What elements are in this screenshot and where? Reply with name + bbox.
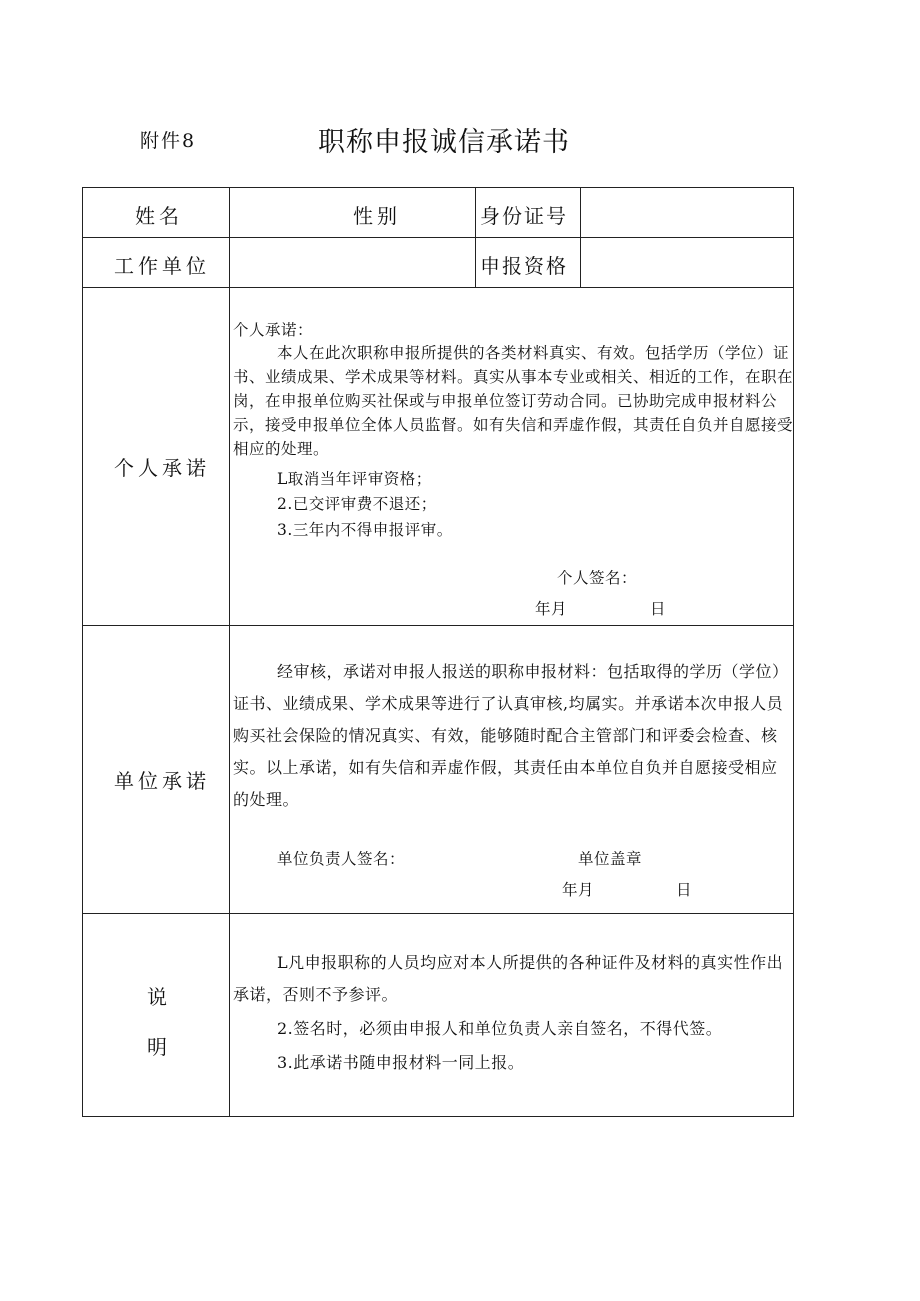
table-column-divider (475, 187, 476, 287)
notes-item: L凡申报职称的人员均应对本人所提供的各种证件及材料的真实性作出承诺，否则不予参评。 (233, 953, 784, 1004)
id-number-value-field[interactable] (581, 188, 793, 237)
personal-commitment-heading: 个人承诺： (233, 321, 314, 339)
table-row-divider (82, 625, 794, 626)
qualification-value-field[interactable] (581, 238, 793, 287)
table-row-divider (82, 287, 794, 288)
personal-commitment-label: 个人承诺 (114, 456, 210, 480)
document-title: 职称申报诚信承诺书 (318, 127, 570, 158)
table-border-bottom (82, 1116, 794, 1117)
table-column-divider (229, 187, 230, 1117)
personal-commitment-item: 2.已交评审费不退还； (277, 495, 437, 513)
table-border-left (82, 187, 83, 1117)
personal-commitment-item: 3.三年内不得申报评审。 (277, 521, 453, 539)
table-border-right (793, 187, 794, 1117)
personal-commitment-item: L取消当年评审资格； (277, 470, 432, 488)
unit-commitment-text: 经审核，承诺对申报人报送的职称申报材料：包括取得的学历（学位）证书、业绩成果、学术成果等进行了认真审核,均属实。并承诺本次申报人员购买社会保险的情况真实、有效，能够随时配合主管部门和评委会检查、核实。以上承诺，如有失信和弄虚作假，其责任由本单位自负并自愿接受相应的处理。 (233, 662, 789, 809)
unit-leader-signature-label: 单位负责人签名： (277, 850, 406, 868)
notes-label-char: 明 (147, 1035, 167, 1059)
unit-date-day: 日 (676, 881, 693, 899)
notes-label-char: 说 (147, 985, 167, 1009)
personal-date-day: 日 (650, 600, 667, 618)
personal-signature-label: 个人签名： (557, 569, 638, 587)
unit-date-year-month: 年月 (562, 881, 595, 899)
notes-item: 2.签名时，必须由申报人和单位负责人亲自签名，不得代签。 (277, 1019, 723, 1038)
work-unit-label: 工作单位 (114, 254, 210, 278)
id-number-label: 身份证号 (480, 204, 568, 228)
gender-value-field[interactable] (420, 188, 474, 237)
work-unit-value-field[interactable] (230, 238, 475, 287)
name-label: 姓名 (135, 204, 183, 228)
name-value-field[interactable] (230, 188, 360, 237)
unit-commitment-label: 单位承诺 (114, 769, 210, 793)
attachment-label: 附件8 (140, 130, 197, 152)
personal-commitment-text: 本人在此次职称申报所提供的各类材料真实、有效。包括学历（学位）证书、业绩成果、学术成果等材料。真实从事本专业或相关、相近的工作，在职在岗，在申报单位购买社保或与申报单位签订劳动合同。已协助完成申报材料公示，接受申报单位全体人员监督。如有失信和弄虚作假，其责任自负并自愿接受相应的处理。 (233, 344, 794, 458)
notes-item: 3.此承诺书随申报材料一同上报。 (277, 1053, 525, 1072)
qualification-label: 申报资格 (480, 254, 568, 278)
gender-label: 性别 (353, 204, 401, 228)
unit-seal-label: 单位盖章 (578, 850, 643, 868)
table-row-divider (82, 913, 794, 914)
personal-date-year-month: 年月 (535, 600, 568, 618)
